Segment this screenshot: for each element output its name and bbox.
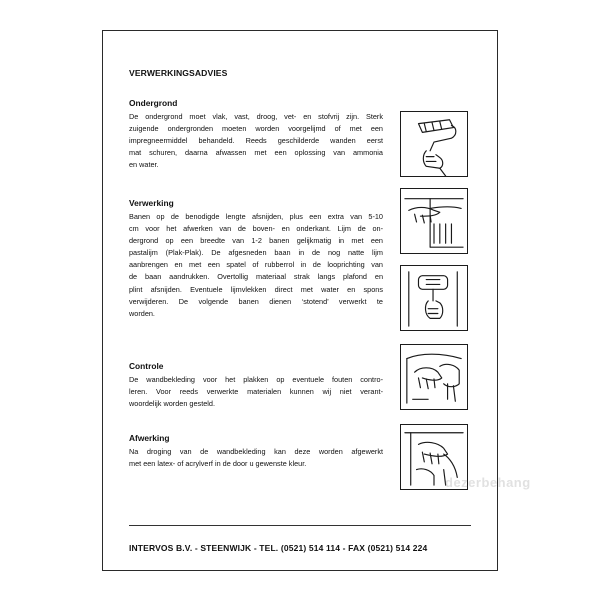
text-line: plint afsnijden. Eventuele lijmvlekken direct met water en spons [129,284,383,294]
text-line: mat schuren, daarna afwassen met een oplossing van ammonia [129,148,383,158]
watermark-text: dezerbehang [445,475,531,490]
text-line: Na droging van de wandbekleding kan deze worden afgewerkt [129,447,383,456]
section-afwerking [129,433,383,470]
text-line: leren. Voor reeds verwerkte materialen kunnen wij niet verant- [129,387,383,397]
document-title: VERWERKINGSADVIES [129,68,228,78]
text-line: verwijderen. De volgende banen dienen ‘stotend’ verwerkt te [129,296,383,306]
text-line: aanbrengen en met een spatel of rubberrol in de looprichting van [129,260,383,270]
section-heading: Afwerking [129,433,170,443]
section-ondergrond [129,98,383,171]
text-line: De wandbekleding voor het plakken op eventuele fouten contro- [129,375,383,384]
section-heading: Controle [129,361,164,371]
hands-checking-wallpaper-icon [400,344,468,410]
text-line: De ondergrond moet vlak, vast, droog, vet- en stofvrij zijn. Sterk [129,112,383,121]
text-line: en water. [129,160,159,170]
footer-divider [129,525,471,526]
footer-contact: INTERVOS B.V. - STEENWIJK - TEL. (0521) 514 114 - FAX (0521) 514 224 [129,543,428,553]
text-line: worden. [129,308,155,318]
text-line: pastalijm (Plak-Plak). De afgesneden baan in de nog natte lijm [129,248,383,258]
document-page [102,30,531,571]
text-line: Banen op de benodigde lengte afsnijden, plus een extra van 5-10 [129,212,383,221]
text-line: met een latex- of acrylverf in de door u gewenste kleur. [129,459,307,469]
text-line: dergrond op een breedte van 1-2 banen gelijkmatig in met een [129,236,383,246]
section-heading: Ondergrond [129,98,178,108]
paint-roller-icon [400,111,468,177]
text-line: woordelijk worden gesteld. [129,399,215,409]
roller-on-wall-icon [400,265,468,331]
text-line: de baan aandrukken. Overtollig materiaal strak langs plafond en [129,272,383,282]
section-controle [129,361,383,410]
text-line: impregneermiddel behandeld. Reeds geschilderde wanden eerst [129,136,383,146]
text-line: cm voor het afwerken van de boven- en onderkant. Lijm de on- [129,224,383,234]
hands-pressing-wallpaper-icon [400,188,468,254]
text-line: zuigende ondergronden moeten worden voorgelijmd of met een [129,124,383,134]
section-heading: Verwerking [129,198,174,208]
section-verwerking [129,198,383,320]
